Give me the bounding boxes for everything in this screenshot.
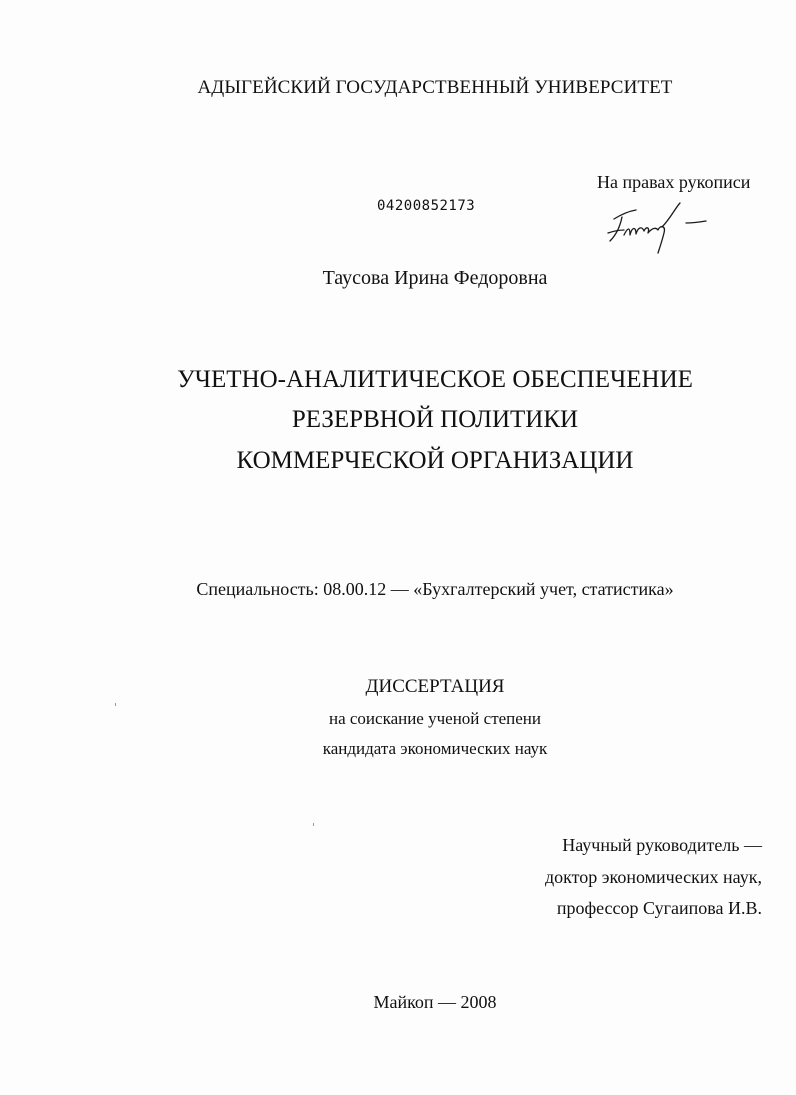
title-line-1: УЧЕТНО-АНАЛИТИЧЕСКОЕ ОБЕСПЕЧЕНИЕ — [177, 366, 693, 393]
title-line-2: РЕЗЕРВНОЙ ПОЛИТИКИ — [291, 406, 579, 433]
dissertation-degree-line: на соискание ученой степени — [328, 709, 542, 728]
university-name: АДЫГЕЙСКИЙ ГОСУДАРСТВЕННЫЙ УНИВЕРСИТЕТ — [197, 77, 673, 98]
handwritten-signature — [600, 197, 710, 255]
manuscript-note: На правах рукописи — [597, 172, 751, 192]
advisor-name: профессор Сугаипова И.В. — [556, 898, 762, 918]
document-number: 04200852173 — [377, 198, 476, 214]
city-year: Майкоп — 2008 — [373, 992, 497, 1012]
specialty: Специальность: 08.00.12 — «Бухгалтерский учет, статистика» — [196, 579, 674, 599]
advisor-degree: доктор экономических наук, — [545, 867, 762, 887]
advisor-role: Научный руководитель — — [562, 835, 762, 855]
scan-speck — [313, 823, 314, 826]
title-line-3: КОММЕРЧЕСКОЙ ОРГАНИЗАЦИИ — [236, 447, 634, 474]
dissertation-field-line: кандидата экономических наук — [322, 739, 548, 758]
scan-speck — [115, 703, 116, 706]
dissertation-heading: ДИССЕРТАЦИЯ — [365, 676, 505, 697]
author-name: Таусова Ирина Федоровна — [322, 267, 548, 289]
